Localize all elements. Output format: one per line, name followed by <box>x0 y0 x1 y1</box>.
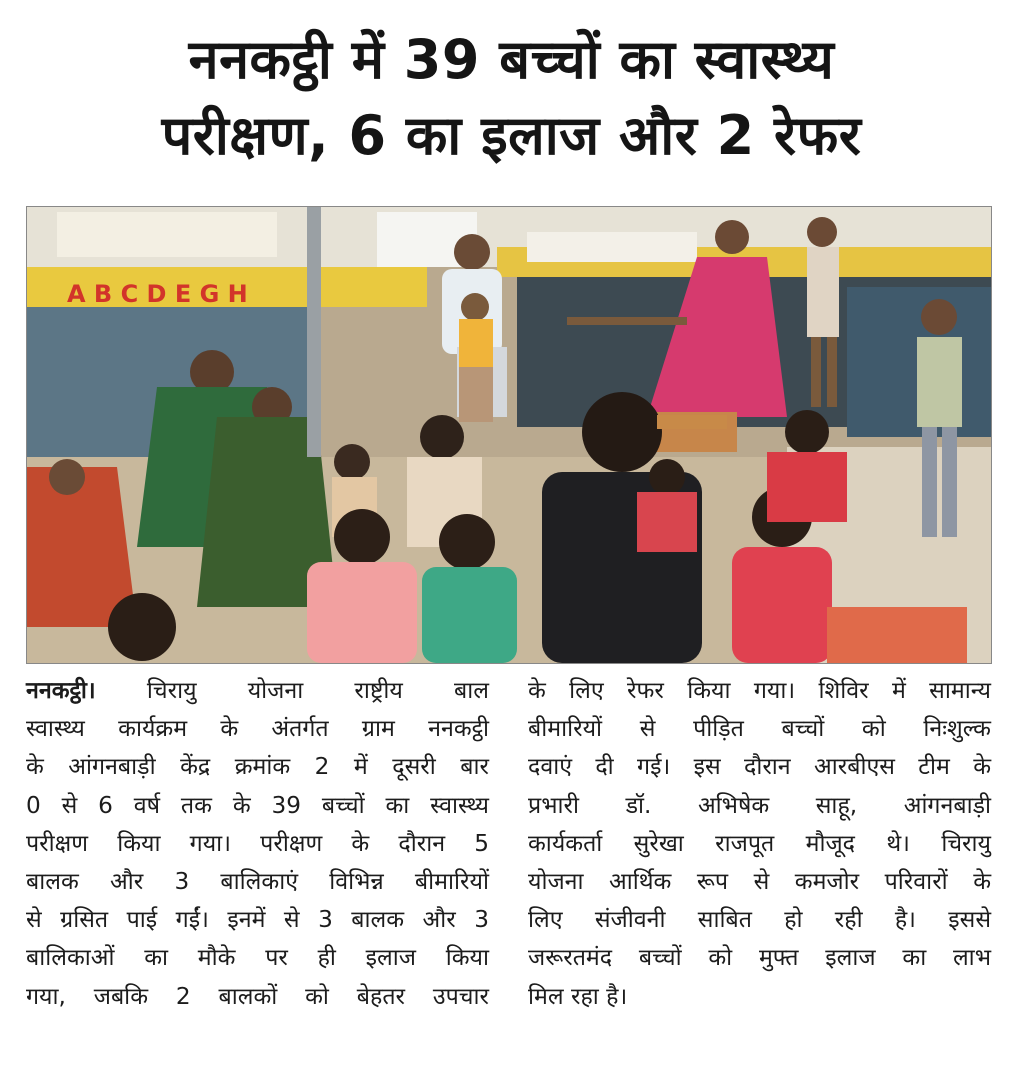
article-line: लिए संजीवनी साबित हो रही है। इससे <box>528 906 991 934</box>
article-line: प्रभारी डॉ. अभिषेक साहू, आंगनबाड़ी <box>528 791 991 819</box>
article-line: परीक्षण किया गया। परीक्षण के दौरान 5 <box>26 829 489 857</box>
photo-illustration <box>27 207 991 663</box>
article-line-text: चिरायु योजना राष्ट्रीय बाल <box>146 677 490 704</box>
article-line: दवाएं दी गई। इस दौरान आरबीएस टीम के <box>528 753 991 781</box>
article-column-right <box>528 672 991 1016</box>
article-line: बालिकाओं का मौके पर ही इलाज किया <box>26 944 489 972</box>
article-line: मिल रहा है। <box>528 982 628 1010</box>
news-photo <box>26 206 992 664</box>
article-line: योजना आर्थिक रूप से कमजोर परिवारों के <box>528 868 991 896</box>
headline <box>0 22 1023 174</box>
article-line: के आंगनबाड़ी केंद्र क्रमांक 2 में दूसरी बार <box>26 753 489 781</box>
article-dateline: ननकट्ठी। <box>26 677 96 704</box>
article-line: बीमारियों से पीड़ित बच्चों को निःशुल्क <box>528 715 991 743</box>
article-line: बालक और 3 बालिकाएं विभिन्न बीमारियों <box>26 868 489 896</box>
article-column-left <box>26 672 489 1016</box>
article-line: के लिए रेफर किया गया। शिविर में सामान्य <box>528 677 991 704</box>
article-line: स्वास्थ्य कार्यक्रम के अंतर्गत ग्राम ननकट्ठी <box>26 715 489 743</box>
article-line: से ग्रसित पाई गईं। इनमें से 3 बालक और 3 <box>26 906 489 934</box>
article-line: कार्यकर्ता सुरेखा राजपूत मौजूद थे। चिरायु <box>528 829 991 857</box>
headline-line-2: परीक्षण, 6 का इलाज और 2 रेफर <box>161 104 862 167</box>
article-line: 0 से 6 वर्ष तक के 39 बच्चों का स्वास्थ्य <box>26 791 489 819</box>
article-line: गया, जबकि 2 बालकों को बेहतर उपचार <box>26 982 489 1010</box>
article-line <box>26 672 489 710</box>
headline-line-1: ननकट्ठी में 39 बच्चों का स्वास्थ्य <box>188 28 835 91</box>
article-line: जरूरतमंद बच्चों को मुफ्त इलाज का लाभ <box>528 944 991 972</box>
wall-alphabet: A B C D E G H <box>67 280 248 308</box>
